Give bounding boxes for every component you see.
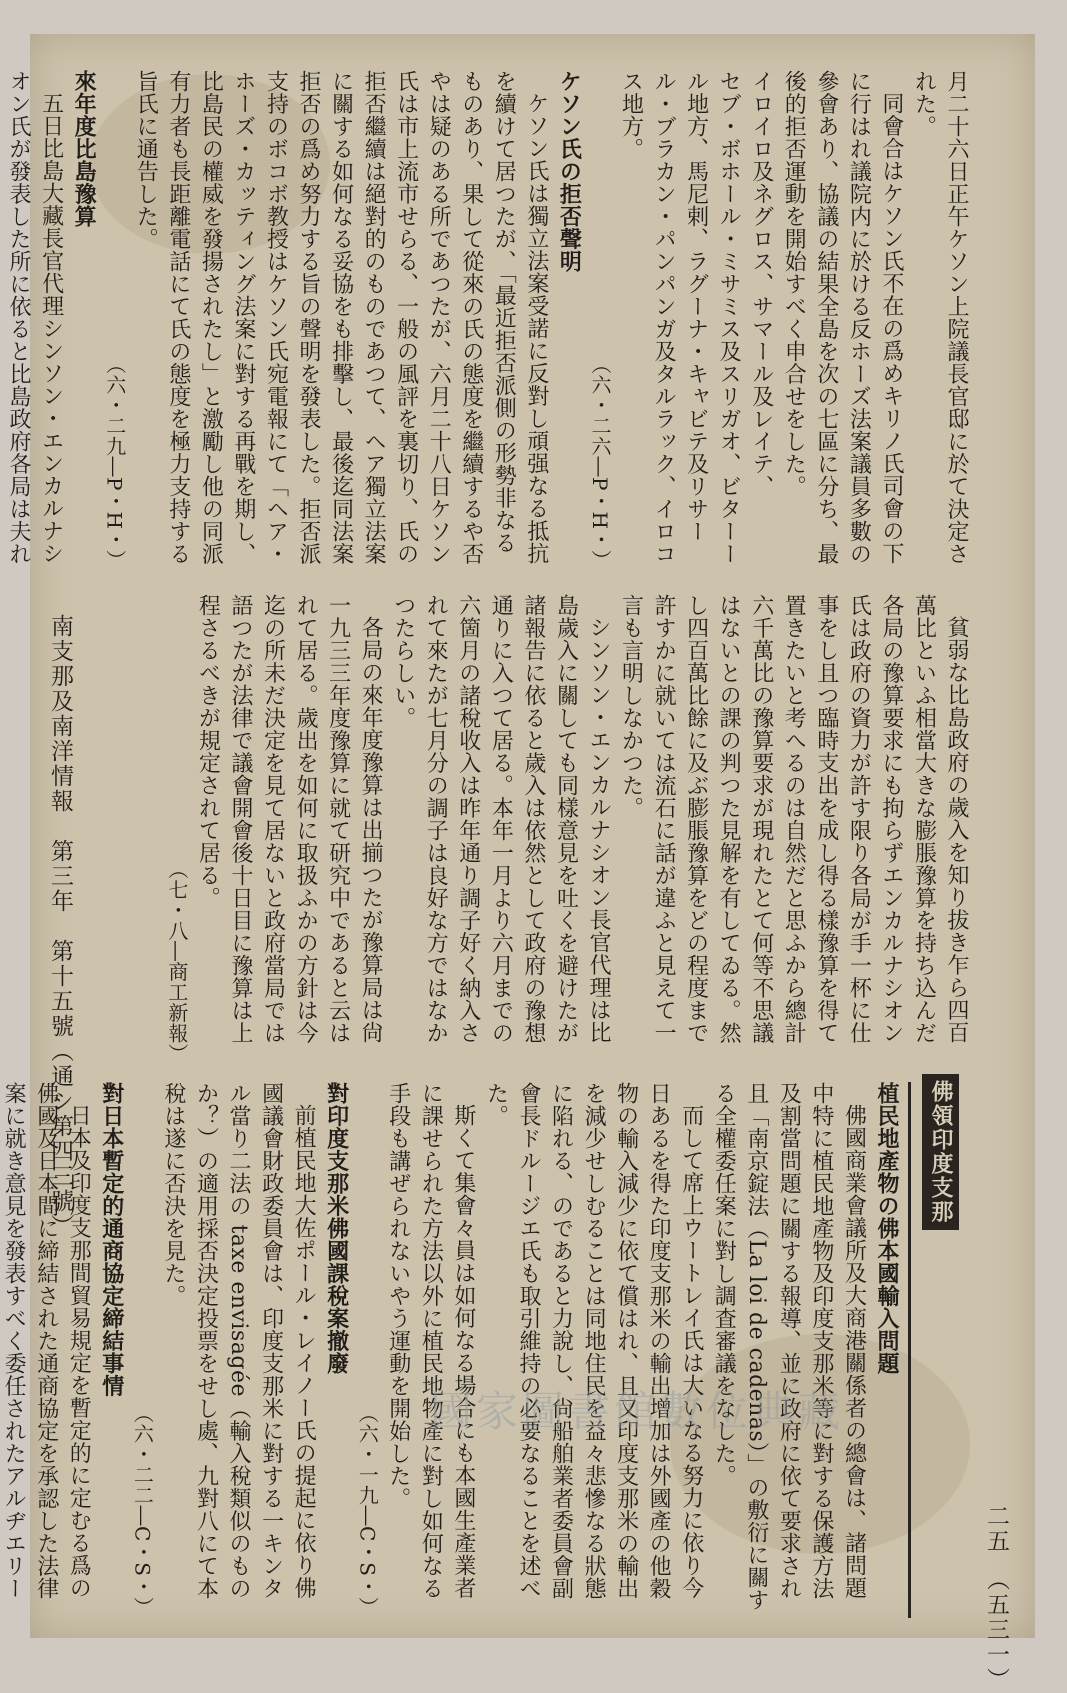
continued-text: 月二十六日正午ケソン上院議長官邸に於て決定された。 <box>911 70 969 565</box>
section-rule <box>908 1082 911 1618</box>
document-page <box>1 34 1035 1693</box>
source-note: （六・二六―P・H・） <box>587 353 612 570</box>
running-title: 南支那及南洋情報 第三年 第十五號（通シ第四三號） <box>47 614 73 1239</box>
paragraph: ケソン氏は獨立法案受諾に反對し頑强なる抵抗を續けて居つたが、「最近拒否派側の形勢非なるものあり、果して從來の氏の態度を繼續するや否やは疑のある所であつたが、六月二十八日ケソン氏は市上流市せらる、一般の風評を裏切り、氏の拒否繼續は絕對的のものであつて、ヘア獨立法案に關する如何なる妥協をも排擊し、最後迄同法案拒否の爲め努力する旨の聲明を發表した。拒否派支持のボコボ教授はケソン氏宛電報にて「ヘア・ホーズ・カッティング法案に對する再戰を期し、比島民の權威を發揚されたし」と激勵し他の同派有力者も長距離電話にて氏の態度を極力支持する旨氏に通告した。 <box>133 70 549 565</box>
source-note: （六・一九―C・S・） <box>355 1403 380 1618</box>
paragraph: 而して席上ウートレイ氏は大いなる努力に依り今日あるを得た印度支那米の輸出增加は外國產の他穀物の輸入減少に依て償はれ、且又印度支那米の輸出を減少せしむることは同地住民を益々悲慘なる狀態に陷れる、のであると力說し、尙船舶業者委員會副會長ドルージエ氏も取引維持の必要なることを述べた。 <box>483 1082 704 1600</box>
section-heading: 植民地產物の佛本國輸入問題 <box>874 1082 899 1375</box>
section-heading: 對日本暫定的通商協定締結事情 <box>98 1082 124 1397</box>
middle-article-block <box>102 594 972 1064</box>
paragraph: 各局の來年度豫算は出揃つたが豫算局は尙一九三三年度豫算に就て研究中であると云はれて居る。歲出を如何に取扱ふかの方針は今迄の所未だ決定を見て居ないと政府當局では語つたが法律で議會開會後十日目に豫算は上程さるべきが規定されて居る。 <box>195 594 384 1044</box>
source-note: （七・八―商工新報） <box>164 859 189 1064</box>
page-number: 二五 （五三一） <box>983 1504 1009 1693</box>
paragraph: 斯くて集會々員は如何なる場合にも本國生產業者に課せられた方法以外に植民地物產に對し如何なる手段も講ぜられないやう運動を開始した。 <box>385 1082 476 1600</box>
section-heading: 對印度支那米佛國課稅案撤廢 <box>323 1082 349 1375</box>
paragraph: 前植民地大佐ポール・レイノー氏の提起に依り佛國議會財政委員會は、印度支那米に對する一キンタル當り二法の taxe envisagée（輸入稅類似のものか？）の適用採否決定投票をせし處、九對八にて本稅は遂に否決を見た。 <box>160 1082 317 1600</box>
region-list-item: イロイロ及ネグロス、サマール及レイテ、 <box>748 70 774 498</box>
section-title-box: 佛領印度支那 <box>922 1074 959 1230</box>
library-watermark: 國家圖書館數位典藏 <box>430 1387 845 1436</box>
source-note: （六・二九―P・H・） <box>102 353 127 570</box>
section-heading: ケソン氏の拒否聲明 <box>556 70 582 273</box>
top-article-block <box>6 70 972 570</box>
paragraph: シンソン・エンカルナシオン長官代理は比島歲入に關しても同樣意見を吐くを避けたが諸報告に依ると歲入は依然として政府の豫想通りに入つて居る。本年一月より六月までの六箇月の諸稅收入は昨年通り調子好く納入されて來たが七月分の調子は良好な方ではなかつたらしい。 <box>390 594 611 1044</box>
paragraph: 五日比島大藏長官代理シンソン・エンカルナシオン氏が發表した所に依ると比島政府各局は夫れ <box>6 70 64 565</box>
paragraph: 貧弱な比島政府の歲入を知り拔き乍ら四百萬比といふ相當大きな膨脹豫算を持ち込んだ各局の豫算要求にも拘らずエンカルナシオン氏は政府の資力が許す限り各局が手一杯に仕事をし且つ臨時支出を成し得る樣豫算を得て置きたいと考へるのは自然だと思ふから總計六千萬比の豫算要求が現れたとて何等不思議はないとの課の判つた見解を有してゐる。然し四百萬比餘に及ぶ膨脹豫算をどの程度まで許すかに就いては流石に話が違ふと見えて一言も言明しなかつた。 <box>618 594 969 1044</box>
bottom-article-block <box>1 1082 902 1618</box>
paragraph: 佛國商業會議所及大商港關係者の總會は、諸問題中特に植民地產物及印度支那米等に對する保護方法及割當問題に關する報導、並に政府に依て要求され且「南京錠法（La loi de cadenas）」の敷衍に關する全權委任案に對し調査審議をなした。 <box>711 1082 867 1612</box>
paragraph: 同會合はケソン氏不在の爲めキリノ氏司會の下に行はれ議院内に於ける反ホーズ法案議員多數の參會あり、協議の結果全島を次の七區に分ち、最後的拒否運動を開始すべく申合せをした。 <box>781 70 904 565</box>
section-heading: 來年度比島豫算 <box>71 70 97 228</box>
source-note: （六・二二―C・S・） <box>130 1403 155 1618</box>
region-list-item: セブ・ボホール・ミサミス及スリガオ、ビターール地方、馬尼剌、ラグーナ・キャビテ及リサール・ブラカン・パンパンガ及タルラック、イロコス地方。 <box>618 70 742 565</box>
paragraph: 日本及印度支那間貿易規定を暫定的に定むる爲の佛國及日本間に締結された通商協定を承認した法律案に就き意見を發表すべく委任されたアルヂエリー <box>1 1082 92 1600</box>
